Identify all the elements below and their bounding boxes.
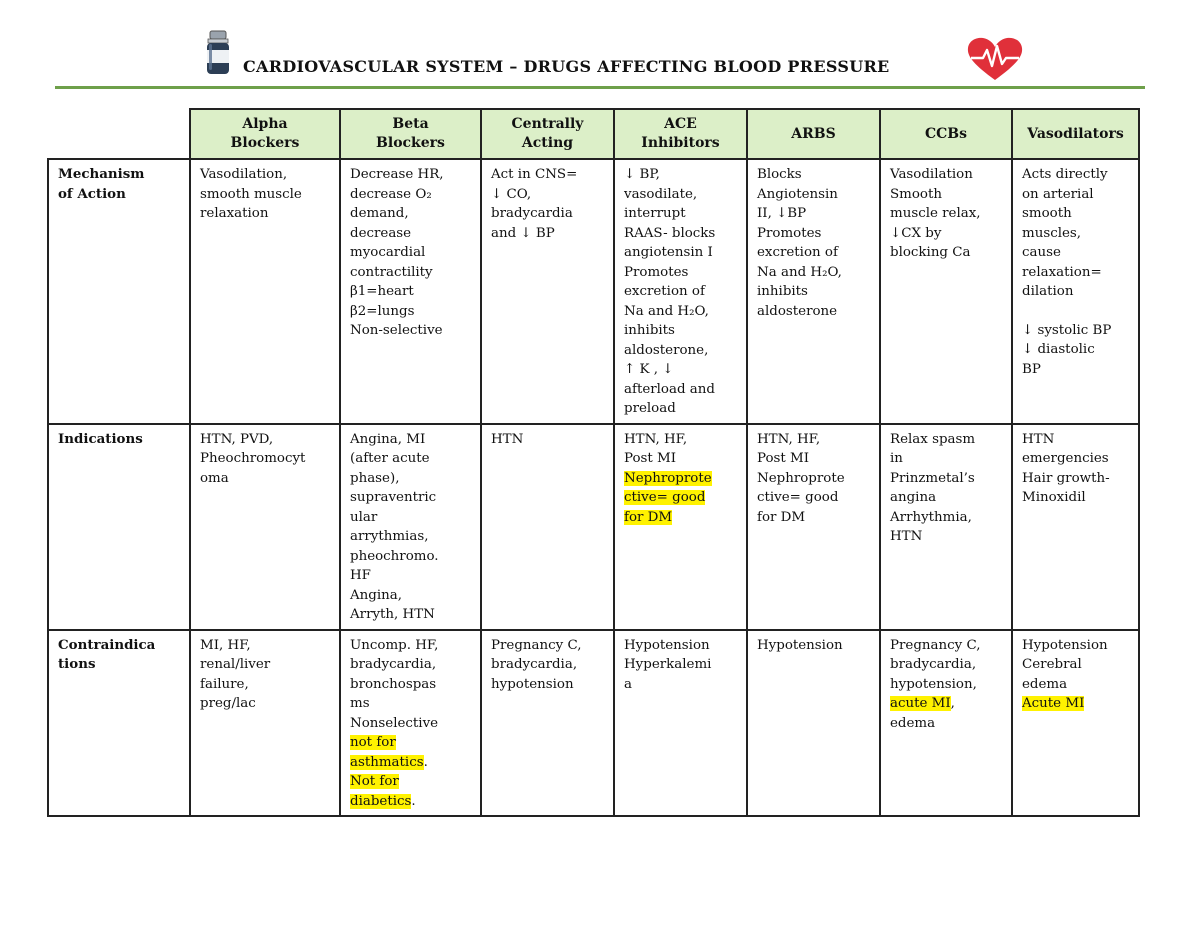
table-cell: Vasodilation Smooth muscle relax, ↓CX by blocking Ca [880, 159, 1012, 424]
column-header: CCBs [880, 109, 1012, 159]
table-row [48, 424, 1139, 630]
column-header: ARBS [747, 109, 880, 159]
row-header: Contraindica tions [48, 630, 190, 817]
column-header: Alpha Blockers [190, 109, 340, 159]
table-cell: Acts directly on arterial smooth muscles, cause relaxation= dilation ↓ systolic BP ↓ diastolic BP [1012, 159, 1139, 424]
table-cell: HTN [481, 424, 614, 630]
highlighted-text: not for [350, 735, 396, 750]
highlighted-text: Acute MI [1022, 696, 1085, 711]
table-cell: Hypotension [747, 630, 880, 817]
table-header-row [48, 109, 1139, 159]
column-header: Centrally Acting [481, 109, 614, 159]
table-cell: Angina, MI (after acute phase), supraventric ular arrythmias, pheochromo. HF Angina, Arryth, HTN [340, 424, 481, 630]
table-cell: Act in CNS= ↓ CO, bradycardia and ↓ BP [481, 159, 614, 424]
table-row [48, 159, 1139, 424]
medicine-bottle-icon [205, 30, 231, 76]
corner-cell [48, 109, 190, 159]
table-cell: Blocks Angiotensin II, ↓BP Promotes excretion of Na and H₂O, inhibits aldosterone [747, 159, 880, 424]
header-divider [55, 86, 1145, 89]
table-cell: MI, HF, renal/liver failure, preg/lac [190, 630, 340, 817]
table-row [48, 630, 1139, 817]
table-cell: ↓ BP, vasodilate, interrupt RAAS- blocks angiotensin I Promotes excretion of Na and H₂O, inhibits aldosterone, ↑ K , ↓ afterload and preload [614, 159, 747, 424]
highlighted-text: ctive= good [624, 490, 706, 505]
drug-comparison-table [47, 108, 1140, 817]
table-cell: Hypotension Hyperkalemi a [614, 630, 747, 817]
table-cell: Relax spasm in Prinzmetal’s angina Arrhythmia, HTN [880, 424, 1012, 630]
highlighted-text: for DM [624, 509, 673, 525]
table-cell: Uncomp. HF, bradycardia, bronchospas ms Nonselective not for asthmatics. Not for diabetics. [340, 630, 481, 817]
table-cell: Hypotension Cerebral edema Acute MI [1012, 630, 1139, 817]
column-header: ACE Inhibitors [614, 109, 747, 159]
table-cell: Decrease HR, decrease O₂ demand, decrease myocardial contractility β1=heart β2=lungs Non-selective [340, 159, 481, 424]
highlighted-text: Nephroprote [624, 470, 712, 486]
table-cell: HTN, PVD, Pheochromocyt oma [190, 424, 340, 630]
table-cell: HTN, HF, Post MI Nephroprote ctive= good for DM [614, 424, 747, 630]
highlighted-text: acute MI [890, 696, 951, 711]
table-cell: Vasodilation, smooth muscle relaxation [190, 159, 340, 424]
row-header: Indications [48, 424, 190, 630]
column-header: Beta Blockers [340, 109, 481, 159]
row-header: Mechanism of Action [48, 159, 190, 424]
column-header: Vasodilators [1012, 109, 1139, 159]
table-cell: Pregnancy C, bradycardia, hypotension [481, 630, 614, 817]
highlighted-text: asthmatics [350, 754, 424, 770]
table-cell: Pregnancy C, bradycardia, hypotension, acute MI, edema [880, 630, 1012, 817]
table-cell: HTN, HF, Post MI Nephroprote ctive= good for DM [747, 424, 880, 630]
page-title: CARDIOVASCULAR SYSTEM – DRUGS AFFECTING BLOOD PRESSURE [243, 57, 890, 76]
heart-pulse-icon [965, 36, 1025, 82]
table-cell: HTN emergencies Hair growth- Minoxidil [1012, 424, 1139, 630]
highlighted-text: diabetics [350, 793, 412, 809]
highlighted-text: Not for [350, 774, 399, 789]
